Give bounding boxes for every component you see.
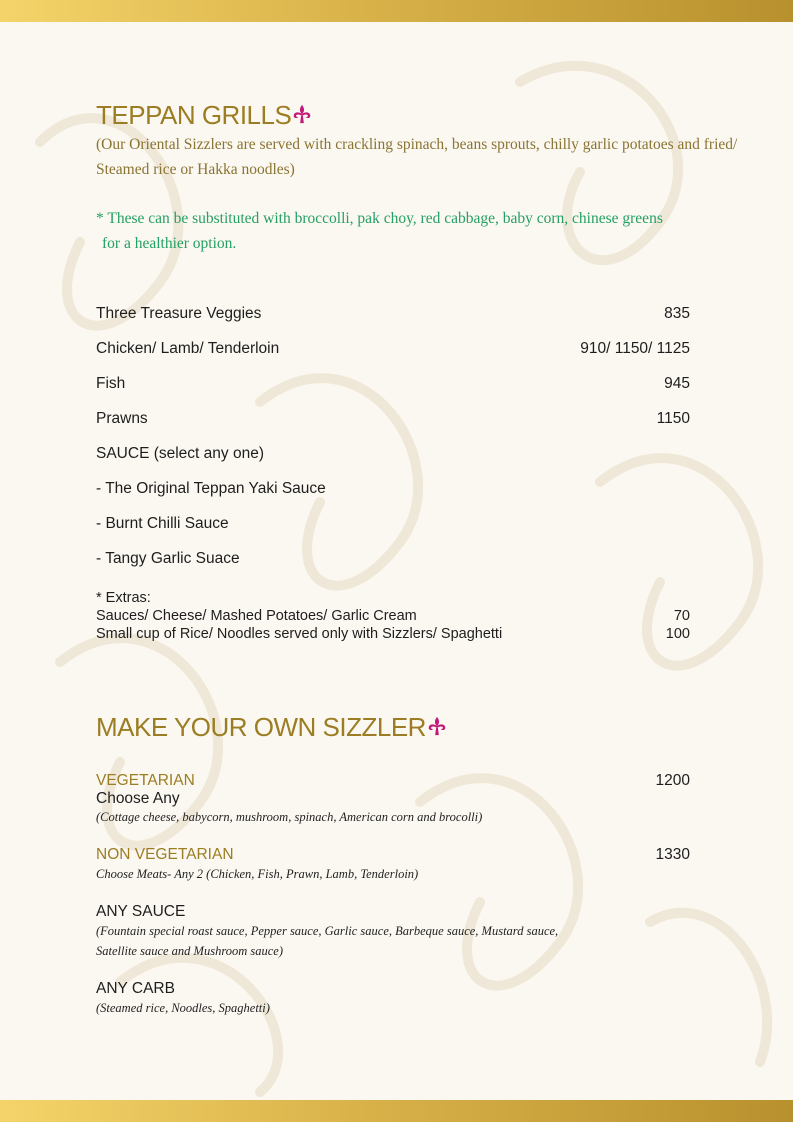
section-title: TEPPAN GRILLS [96, 100, 292, 130]
teppan-description: (Our Oriental Sizzlers are served with crackling spinach, beans sprouts, chilly garlic potatoes and fried/ Steamed rice or Hakka noodles) [96, 136, 738, 178]
vegetarian-price: 1200 [655, 772, 690, 789]
make-your-own-sizzler-heading [96, 712, 448, 743]
non-vegetarian-detail: Choose Meats- Any 2 (Chicken, Fish, Prawn, Lamb, Tenderloin) [96, 867, 419, 881]
extras-name: Sauces/ Cheese/ Mashed Potatoes/ Garlic Cream [96, 608, 417, 624]
item-price: 835 [664, 305, 690, 322]
extras-price: 70 [673, 608, 690, 624]
item-name: Three Treasure Veggies [96, 305, 262, 322]
teppan-grills-heading [96, 100, 313, 131]
any-sauce-label: ANY SAUCE [96, 903, 186, 920]
fleur-de-lis-icon [426, 714, 448, 738]
menu-item [96, 305, 690, 323]
section-title: MAKE YOUR OWN SIZZLER [96, 712, 426, 742]
vegetarian-sub: Choose Any [96, 790, 180, 807]
menu-item [96, 375, 690, 393]
sauce-heading: SAUCE (select any one) [96, 445, 264, 462]
item-price: 910/ 1150/ 1125 [580, 340, 690, 357]
menu-item [96, 410, 690, 428]
vegetarian-label: VEGETARIAN [96, 772, 195, 789]
sauce-option: - The Original Teppan Yaki Sauce [96, 480, 326, 497]
menu-item [96, 340, 690, 358]
sauce-option: - Tangy Garlic Suace [96, 550, 240, 567]
non-vegetarian-row [96, 846, 690, 864]
healthy-note-line1: * These can be substituted with broccolli, pak choy, red cabbage, baby corn, chinese greens [96, 210, 663, 227]
extras-price: 100 [665, 626, 690, 642]
extras-name: Small cup of Rice/ Noodles served only with Sizzlers/ Spaghetti [96, 626, 503, 642]
top-gold-bar [0, 0, 793, 22]
any-carb-detail: (Steamed rice, Noodles, Spaghetti) [96, 1001, 270, 1015]
healthy-note-line2: for a healthier option. [102, 235, 237, 252]
item-price: 945 [664, 375, 690, 392]
extras-heading: * Extras: [96, 590, 151, 606]
any-carb-label: ANY CARB [96, 980, 175, 997]
item-name: Chicken/ Lamb/ Tenderloin [96, 340, 280, 357]
extras-item [96, 626, 690, 642]
vegetarian-detail: (Cottage cheese, babycorn, mushroom, spinach, American corn and brocolli) [96, 810, 483, 824]
sauce-option: - Burnt Chilli Sauce [96, 515, 229, 532]
item-name: Fish [96, 375, 126, 392]
fleur-de-lis-icon [291, 102, 313, 126]
any-sauce-detail-line1: (Fountain special roast sauce, Pepper sauce, Garlic sauce, Barbeque sauce, Mustard sauce, [96, 924, 559, 938]
any-sauce-detail-line2: Satellite sauce and Mushroom sauce) [96, 944, 283, 958]
bottom-gold-bar [0, 1100, 793, 1122]
item-price: 1150 [656, 410, 690, 427]
item-name: Prawns [96, 410, 148, 427]
non-vegetarian-price: 1330 [655, 846, 690, 863]
non-vegetarian-label: NON VEGETARIAN [96, 846, 234, 863]
vegetarian-row [96, 772, 690, 790]
extras-item [96, 608, 690, 624]
